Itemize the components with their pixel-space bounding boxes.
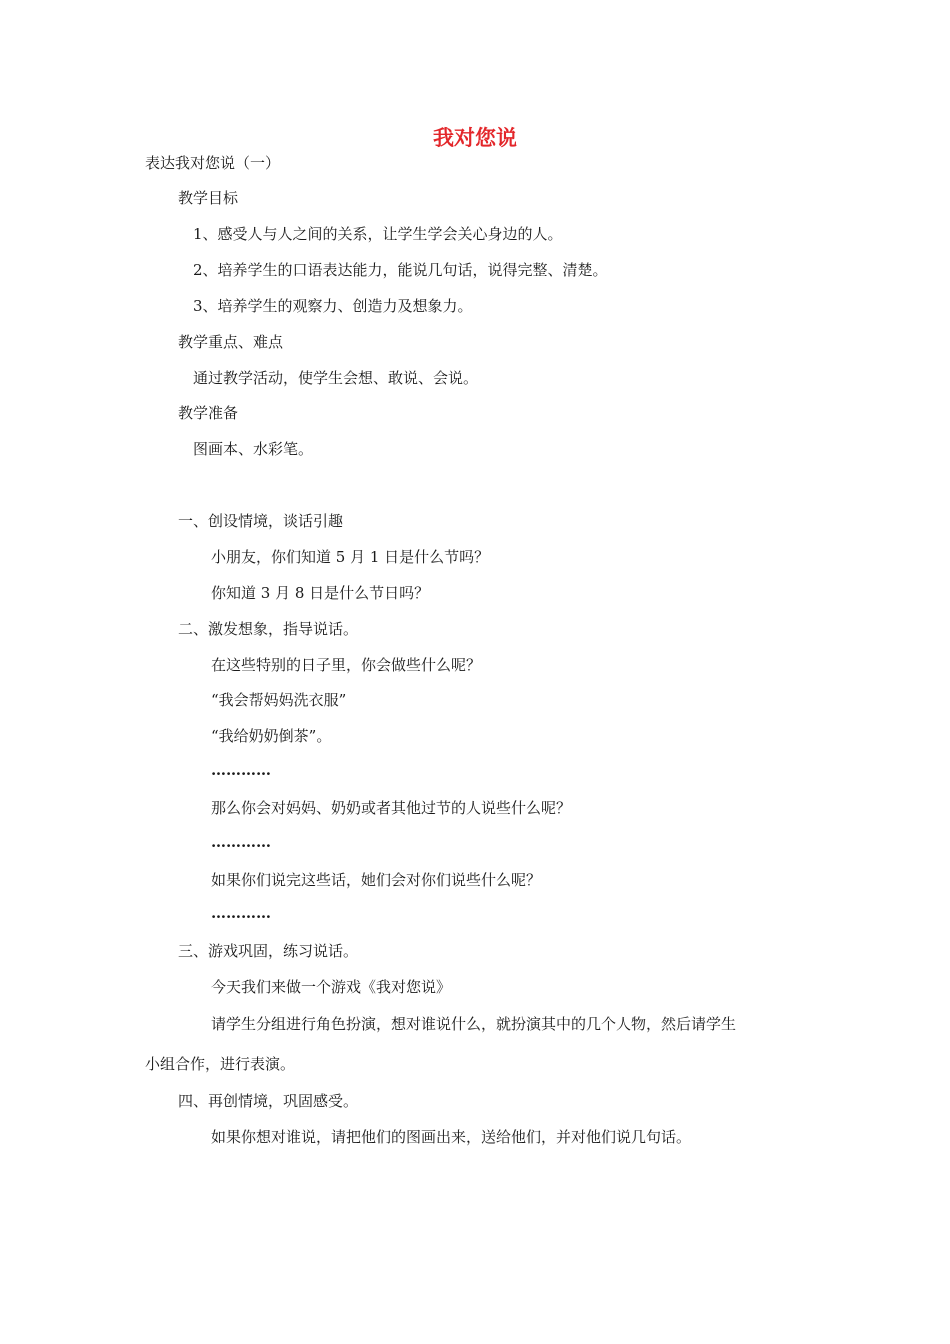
section2-ellipsis: ………… bbox=[211, 833, 271, 851]
key-points-heading: 教学重点、难点 bbox=[178, 333, 284, 351]
section3-line: 今天我们来做一个游戏《我对您说》 bbox=[211, 978, 452, 996]
section2-line: “我会帮妈妈洗衣服” bbox=[211, 691, 347, 709]
section2-ellipsis: ………… bbox=[211, 904, 271, 922]
document-title: 我对您说 bbox=[433, 126, 517, 150]
section3-line: 请学生分组进行角色扮演，想对谁说什么，就扮演其中的几个人物，然后请学生 bbox=[211, 1015, 737, 1033]
objective-item: 3、培养学生的观察力、创造力及想象力。 bbox=[193, 297, 473, 315]
section3-line-continued: 小组合作，进行表演。 bbox=[145, 1055, 296, 1073]
section2-line: 如果你们说完这些话，她们会对你们说些什么呢？ bbox=[211, 871, 542, 889]
section2-line: 那么你会对妈妈、奶奶或者其他过节的人说些什么呢？ bbox=[211, 799, 572, 817]
objectives-heading: 教学目标 bbox=[178, 189, 239, 207]
section1-line: 小朋友，你们知道 5 月 1 日是什么节吗？ bbox=[211, 548, 490, 566]
section2-line: 在这些特别的日子里，你会做些什么呢？ bbox=[211, 656, 482, 674]
section1-heading: 一、创设情境，谈话引趣 bbox=[178, 512, 344, 530]
prep-heading: 教学准备 bbox=[178, 404, 239, 422]
section4-line: 如果你想对谁说，请把他们的图画出来，送给他们，并对他们说几句话。 bbox=[211, 1128, 692, 1146]
section2-line: “我给奶奶倒茶”。 bbox=[211, 727, 332, 745]
section3-heading: 三、游戏巩固，练习说话。 bbox=[178, 942, 359, 960]
objective-item: 2、培养学生的口语表达能力，能说几句话，说得完整、清楚。 bbox=[193, 261, 608, 279]
key-points-text: 通过教学活动，使学生会想、敢说、会说。 bbox=[193, 369, 479, 387]
section4-heading: 四、再创情境，巩固感受。 bbox=[178, 1092, 359, 1110]
section1-line: 你知道 3 月 8 日是什么节日吗？ bbox=[211, 584, 430, 602]
document-subtitle: 表达我对您说（一） bbox=[145, 154, 281, 172]
section2-heading: 二、激发想象，指导说话。 bbox=[178, 620, 359, 638]
objective-item: 1、感受人与人之间的关系，让学生学会关心身边的人。 bbox=[193, 225, 563, 243]
section2-ellipsis: ………… bbox=[211, 761, 271, 779]
prep-text: 图画本、水彩笔。 bbox=[193, 440, 314, 458]
